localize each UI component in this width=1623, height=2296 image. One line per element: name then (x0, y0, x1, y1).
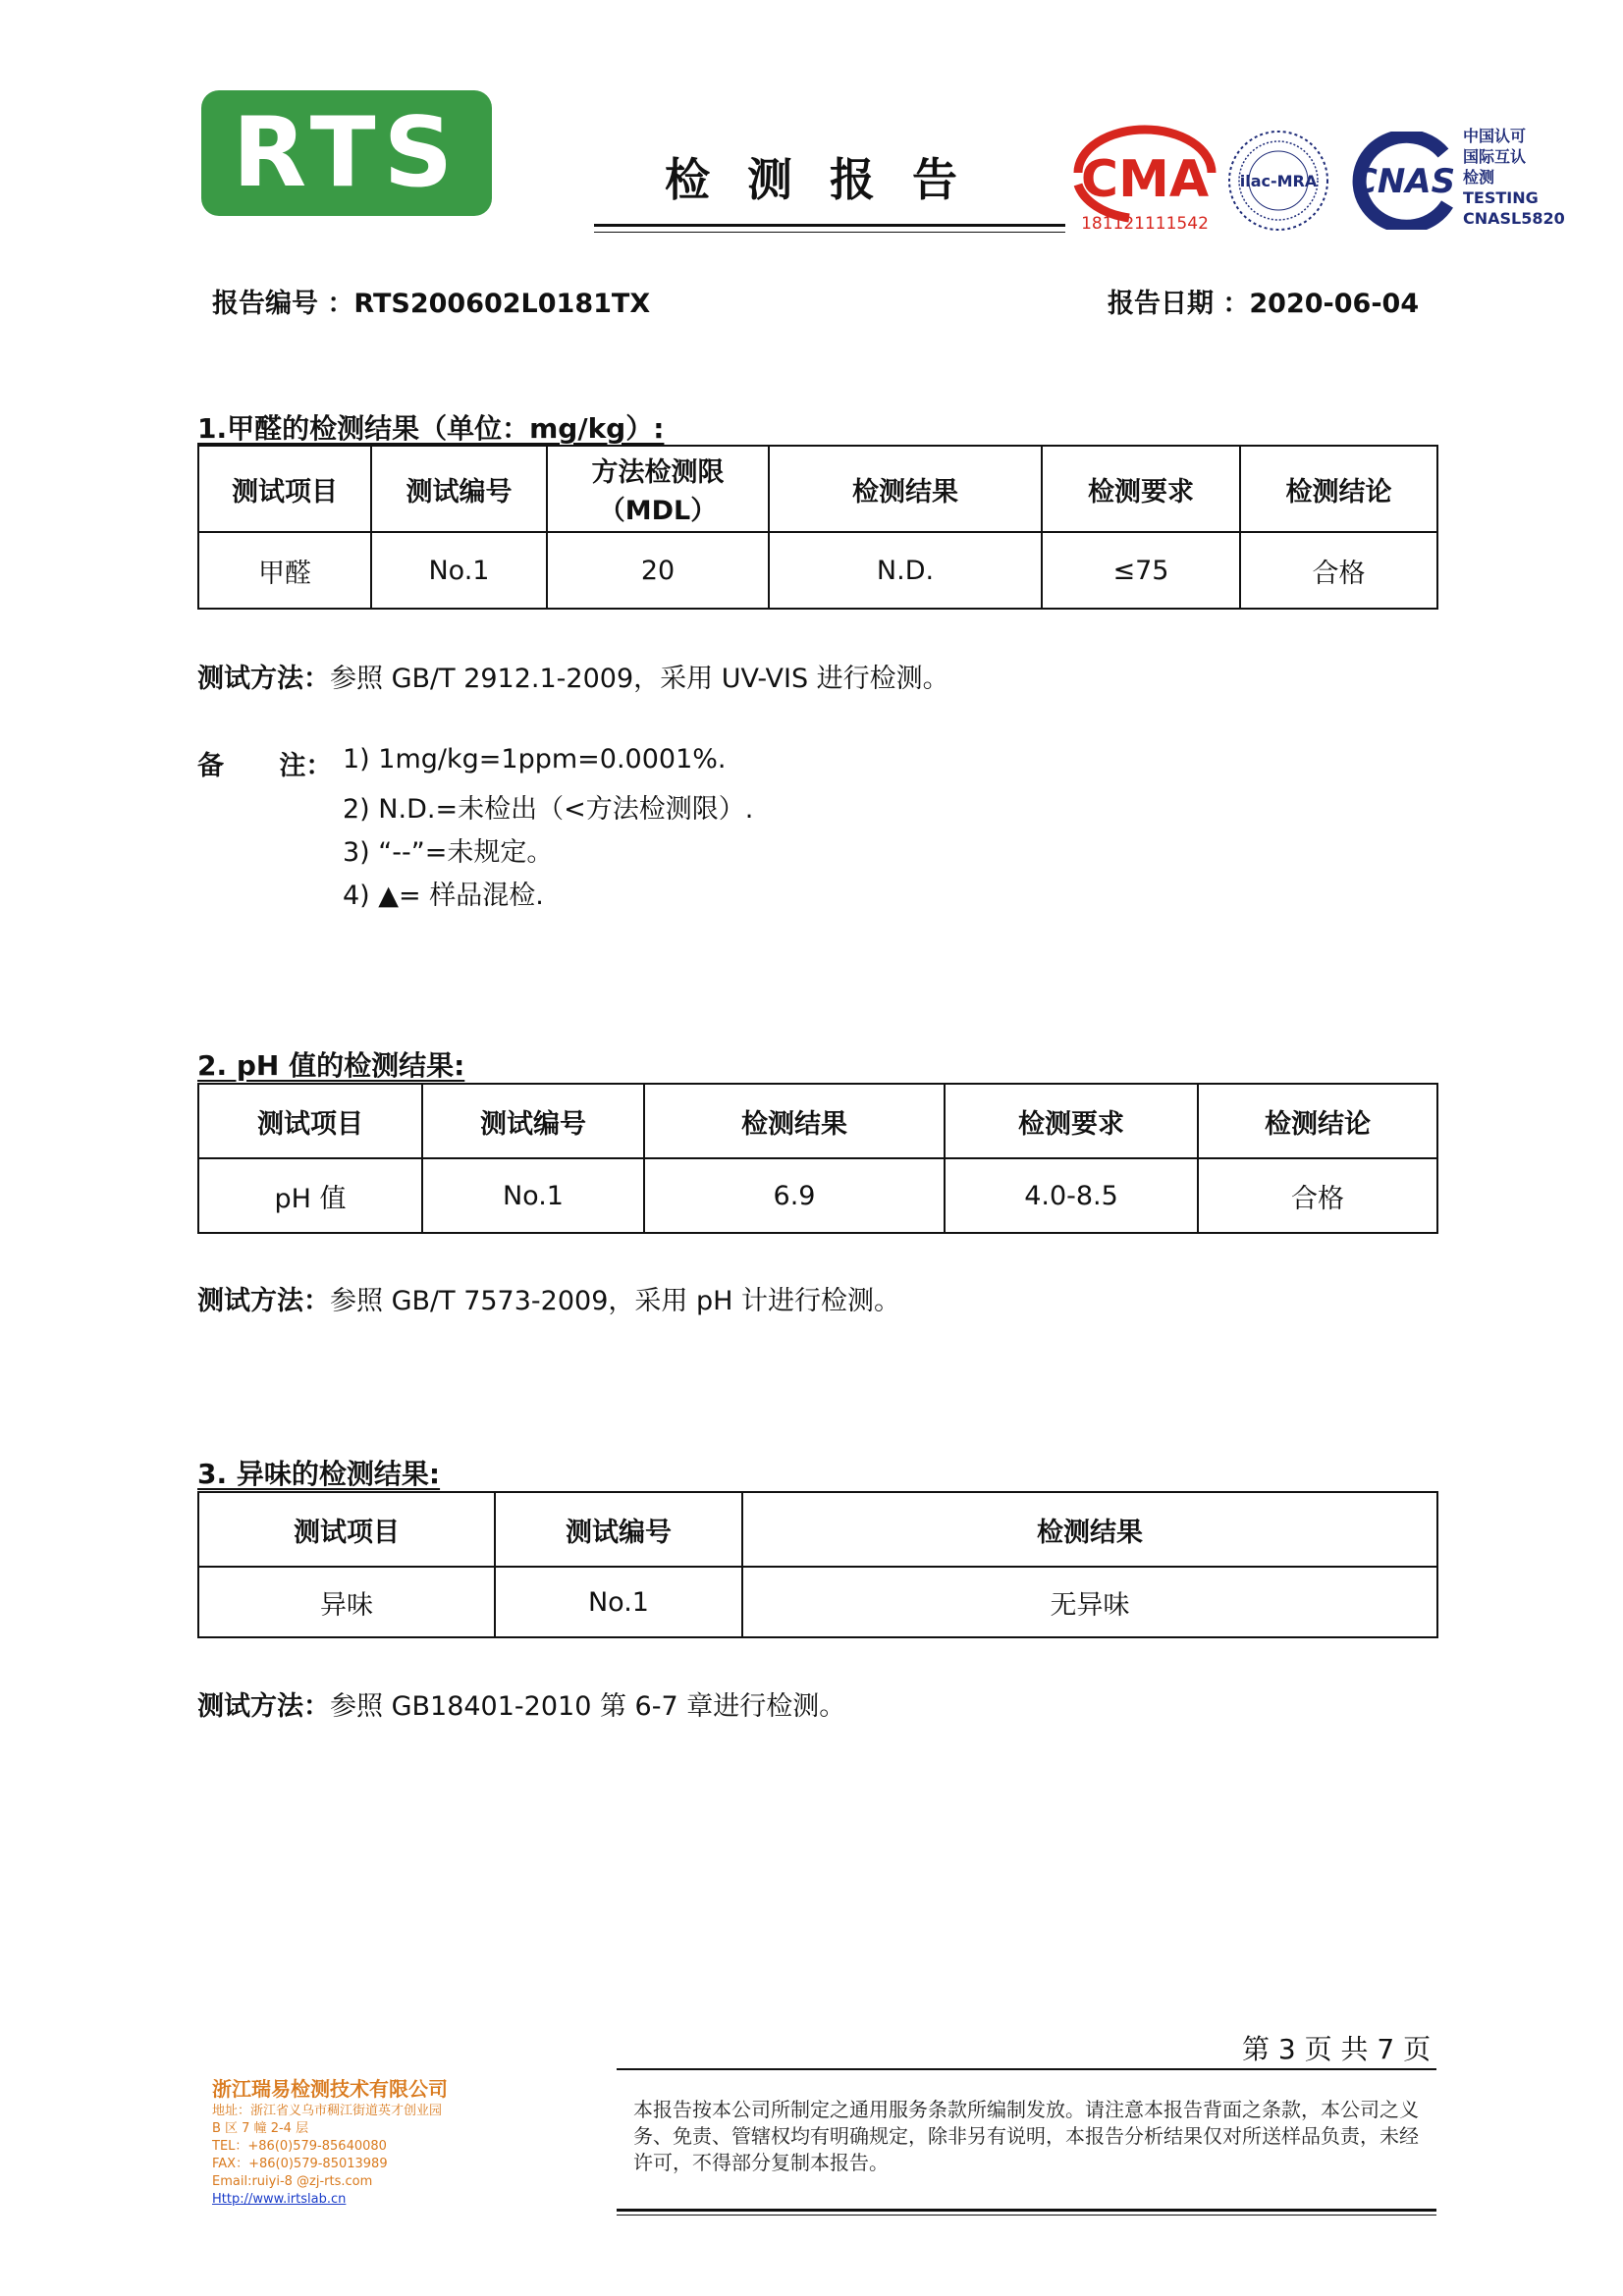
note-item: 2) N.D.=未检出（<方法检测限）. (343, 794, 754, 825)
mdl-header-line2: （MDL） (598, 496, 718, 526)
note-item: 1) 1mg/kg=1ppm=0.0001%. (343, 744, 727, 774)
section3-title: 3. 异味的检测结果: (197, 1458, 441, 1490)
cnas-accreditation-text (1463, 126, 1571, 229)
company-address: 地址：浙江省义乌市稠江街道英才创业园 (212, 2104, 443, 2118)
cnas-line: 检测 (1463, 168, 1495, 187)
col-header: 测试项目 (198, 446, 371, 532)
footer-divider (617, 2068, 1436, 2070)
col-header: 测试编号 (422, 1084, 644, 1158)
report-number: 报告编号 ：RTS200602L0181TX (212, 289, 651, 319)
rts-logo (201, 90, 492, 216)
method-text: 参照 GB18401-2010 第 6-7 章进行检测。 (330, 1691, 846, 1722)
table-row (198, 1567, 1437, 1637)
company-info (212, 2075, 536, 2209)
cma-mark-text: CMA (1080, 150, 1210, 209)
company-email: Email:ruiyi-8 @zj-rts.com (212, 2174, 373, 2189)
col-header: 测试编号 (371, 446, 547, 532)
table-cell: 合格 (1240, 532, 1437, 609)
disclaimer-text: 本报告按本公司所制定之通用服务条款所编制发放。请注意本报告背面之条款，本公司之义务、免责、管辖权均有明确规定，除非另有说明，本报告分析结果仅对所送样品负责，未经许可，不得部分复制本报告。 (633, 2098, 1419, 2174)
cnas-mark-text: CNAS (1352, 162, 1456, 201)
cma-number: 181121111542 (1081, 214, 1209, 234)
col-header-mdl (547, 446, 769, 532)
col-header: 检测结果 (742, 1492, 1437, 1567)
section2-title: 2. pH 值的检测结果: (197, 1049, 465, 1082)
section2-method (197, 1279, 900, 1317)
col-header: 检测结论 (1240, 446, 1437, 532)
cnas-line: 中国认可 (1463, 127, 1527, 145)
ph-results-table (197, 1083, 1438, 1234)
col-header: 检测结果 (644, 1084, 945, 1158)
table-cell: 异味 (198, 1567, 495, 1637)
table-cell: 甲醛 (198, 532, 371, 609)
company-tel: TEL：+86(0)579-85640080 (212, 2139, 387, 2154)
cnas-line: 国际互认 (1463, 147, 1527, 166)
rts-logo-text: RTS (232, 97, 461, 209)
col-header: 测试编号 (495, 1492, 742, 1567)
section1-method (197, 657, 949, 695)
notes-label-text: 备 注： (197, 751, 333, 781)
table-cell: pH 值 (198, 1158, 422, 1233)
table-header-row (198, 1492, 1437, 1567)
company-website-link[interactable]: Http://www.irtslab.cn (212, 2192, 347, 2207)
table-header-row (198, 446, 1437, 532)
method-label: 测试方法： (197, 1286, 330, 1316)
table-cell: 合格 (1198, 1158, 1437, 1233)
company-fax: FAX：+86(0)579-85013989 (212, 2157, 388, 2171)
note-item: 3) “--”=未规定。 (343, 837, 554, 868)
company-name: 浙江瑞易检测技术有限公司 (212, 2077, 448, 2101)
table-row (198, 1158, 1437, 1233)
page-number: 第 3 页 共 7 页 (1242, 2033, 1432, 2065)
footer-bottom-rule (617, 2209, 1436, 2212)
company-address-2: B 区 7 幢 2-4 层 (212, 2121, 309, 2136)
col-header: 检测要求 (945, 1084, 1198, 1158)
note-item: 4) ▲= 样品混检. (343, 881, 544, 911)
method-text: 参照 GB/T 7573-2009，采用 pH 计进行检测。 (330, 1286, 900, 1316)
table-cell: 6.9 (644, 1158, 945, 1233)
odor-results-table (197, 1491, 1438, 1638)
ilac-mra-seal-icon (1225, 126, 1331, 236)
table-cell: N.D. (769, 532, 1042, 609)
col-header: 检测结论 (1198, 1084, 1437, 1158)
footer-bottom-rule-thin (617, 2215, 1436, 2216)
table-row (198, 532, 1437, 609)
table-cell: No.1 (422, 1158, 644, 1233)
table-header-row (198, 1084, 1437, 1158)
table-cell: No.1 (371, 532, 547, 609)
table-cell: 4.0-8.5 (945, 1158, 1198, 1233)
cnas-line: TESTING (1463, 188, 1539, 207)
method-label: 测试方法： (197, 1691, 330, 1722)
method-label: 测试方法： (197, 664, 330, 694)
formaldehyde-results-table (197, 445, 1438, 610)
section1-title: 1.甲醛的检测结果（单位：mg/kg）: (197, 412, 665, 445)
col-header: 测试项目 (198, 1492, 495, 1567)
method-text: 参照 GB/T 2912.1-2009，采用 UV-VIS 进行检测。 (330, 664, 949, 694)
ilac-mark-text: ilac-MRA (1239, 172, 1318, 190)
table-cell: 无异味 (742, 1567, 1437, 1637)
col-header: 检测结果 (769, 446, 1042, 532)
report-date: 报告日期 ：2020-06-04 (1108, 289, 1420, 319)
document-title: 检测报告 (665, 153, 995, 206)
col-header: 检测要求 (1042, 446, 1240, 532)
notes-label (197, 744, 332, 782)
title-underline (594, 224, 1065, 227)
col-header: 测试项目 (198, 1084, 422, 1158)
table-cell: ≤75 (1042, 532, 1240, 609)
section3-method (197, 1684, 845, 1723)
cnas-line: CNASL5820 (1463, 209, 1565, 228)
title-underline-thin (594, 232, 1065, 233)
mdl-header-line1: 方法检测限 (591, 457, 725, 488)
cnas-seal-icon (1345, 132, 1461, 230)
table-cell: 20 (547, 532, 769, 609)
table-cell: No.1 (495, 1567, 742, 1637)
